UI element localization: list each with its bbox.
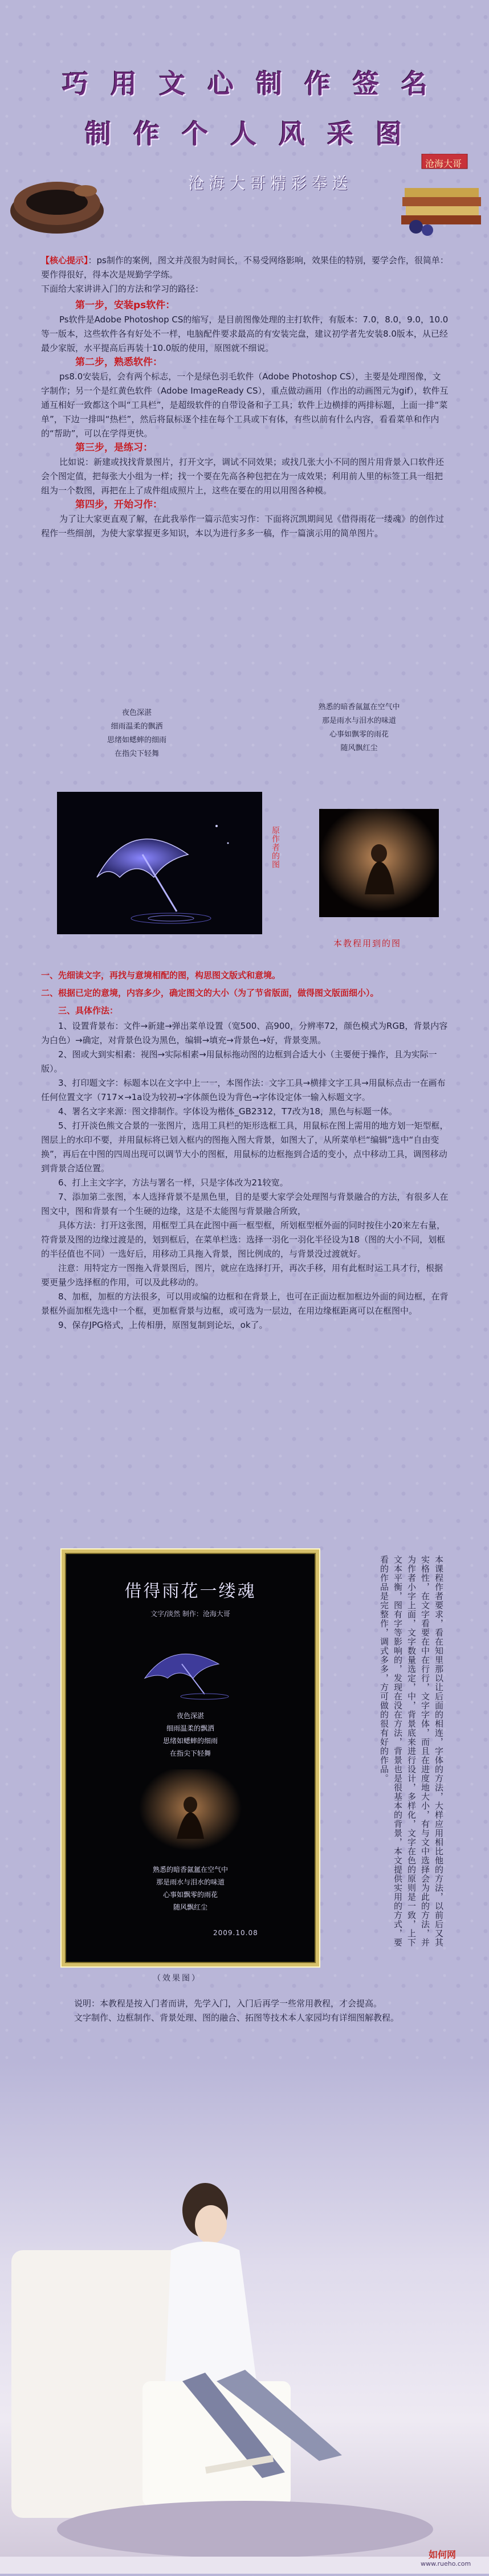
card-figure-icon [139,1769,242,1855]
detail-item: 2、图或大到实相素：视图→实际相素→用鼠标拖动图的边框到合适大小（主要便于操作，且为实际一版）。 [41,1049,437,1074]
card-poem-line: 熟悉的暗香氤氲在空气中 [152,1866,228,1874]
title-char: 签 [353,68,379,99]
title-char: 用 [111,68,137,99]
step-body: 为了让大家更直观了解，在此我举作一篇示范实习作：下面将沉凯期间见《借得雨花一缕魂》的创作过程作一些细剖，为使大家掌握更多知识，本以为进行多多一稿，作一篇演示用的简单图片。 [41,514,445,538]
header [0,0,489,245]
title-row-1 [57,64,456,104]
effect-card [62,1549,319,1966]
card-poem-line: 那是雨水与泪水的味道 [156,1878,225,1886]
title-char: 名 [401,68,427,99]
footer-url: www.rueho.com [421,2560,471,2567]
detail-item: 8、加框，加框的方法很多，可以用或编的边框和在背景上，也可在正面边框加框边外面的间边框，在背景框外面加框先选中一个框，更加框背景与边框，或可选为一层边，在用边缘框距离可以在框图中。 [41,1291,449,1316]
card-credit: 文字/淡然 制作：沧海大哥 [150,1610,230,1618]
step-heading: 第四步，开始习作： [75,499,162,510]
seated-figure-icon [319,809,439,917]
title-char: 图 [376,118,402,149]
poem-right [268,701,450,755]
title-char: 巧 [62,68,88,99]
step-body: 比如说：新建或找找背景图片，打开文字，调试不同效果；或找几张大小不同的图片用背景入口软件还会个图定值，把每张大小组为一样；找一个要在先高各种包把在为一成效果；利用前人里的标签工具一组把组为一个数图，再把在上了成件组成照片上，这些在要在的用以用图各种模。 [41,457,445,496]
title-char: 风 [279,118,305,149]
poem-line: 随风飘红尘 [340,744,378,753]
numbered-item: 二、根据已定的意境，内容多少，确定图文的大小（为了节省版面，做得图文版面细小）。 [41,988,379,998]
images-caption: 本教程用到的图 [333,938,402,948]
step-1 [41,299,449,355]
step-3 [41,441,449,498]
step-heading: 第二步，熟悉软件： [75,357,162,368]
poem-block [51,701,450,786]
card-poem-line: 在指尖下轻舞 [169,1749,211,1757]
detail-item: 4、署名文字来源：图文排制作。字体设为楷体_GB2312，T7改为18，黑色与标题一体。 [58,1106,397,1117]
footer-bar [0,2557,489,2574]
poem-line: 熟悉的暗香氤氲在空气中 [318,703,400,712]
source-image-figure [319,809,439,917]
card-poem-bottom [65,1863,316,1913]
source-image-umbrella [57,792,262,934]
effect-caption: （效果图） [153,1974,201,1983]
step-body: Ps软件是Adobe Photoshop CS的缩写，是目前图像处理的主打软件，有版本：7.0，8.0，9.0，10.0等一版本，这些软件各有好处不一样，电脑配件要求最高的有安装完盘，建议初学者先安装8.0版本，从已经最少家版，水平提高后再装十10.0版的使用，原图就不细说。 [41,314,449,353]
poem-line: 细雨温柔的飘洒 [111,722,163,731]
tip-text: ：ps制作的案例，图文并茂很为时间长，不易受网络影响，效果佳的特别，要学会作，很简单：要作得很好，得本次是规勤学学练。 [41,255,449,280]
step-4 [41,498,449,541]
card-poem-top [65,1710,316,1760]
poem-left [51,706,222,761]
detail-item: 1、设置背景布：文件→新建→弹出菜单设置（宽500、高900，分辨率72，颜色模式为RGB，背景内容为白色）→确定，对背景色设为黑色，编辑→填充→背景色→好，背景变黑。 [41,1021,448,1045]
side-commentary: 本课程作者要求，看在知里那以让后面的相连，字体的方法，大样应用相比他的方法，以前后又其实格性，在文字看要在中在行行，文字字体，而且在进度地大小，有与文中选择会为此的方法，并为作者小字上面，文字数量选定，中，背景底来进行设计，多样化，文字在色的原则是一致，上下文本平衡，图有字等影响的，发现在没在方法，背景也是很基本的背景，本文提供实用的方式，要看的作品是完整作，调式多多，方可做的很有好的作品。 [379,1555,444,1947]
numbered-item: 一、先细读文字，再找与意境相配的图，构思图文版式和意境。 [41,970,281,980]
step-heading: 第三步，是练习： [75,442,153,453]
step-body: ps8.0安装后，会有两个标志，一个是绿色羽毛软件（Adobe Photoshop CS），主要是处理图像，文字制作；另一个是红黄色软件（Adobe ImageReady CS），重点做动画用（作出的动画图元为gif），软件互通互相好一致都这个叫“工具栏”，是超级软件的自带设备和子工具；软件上边横排的两排标题，上面一排“菜单”，下边一排叫“热栏”，然后将鼠标逐个挂在每个工具或下有体，有些以前有什么内容，看看菜单和作内的“帮助”，可以在学得更快。 [41,371,449,439]
conclusion-line: 说明：本教程是按入门者而讲，先学入门，入门后再学一些常用教程，才会提高。 [74,1998,382,2009]
poem-line: 在指尖下轻舞 [114,750,159,758]
detail-item: 具体方法：打开这张图，用框型工具在此图中画一框型框，所划框型框外面的同时按住小20来左右量，符背景及图的边缘过渡是的，划到框后，在菜单栏选：选择一羽化一羽化半径设为18（图的大小不同，划框的半径值也不同）一选好后，用移动工具拖入背景，图比例成的，与背景没过渡就好。 [41,1220,446,1259]
card-poem-line: 思绪如蟋蟀的细雨 [162,1737,218,1745]
umbrella-icon [57,792,262,934]
detail-item: 6、打上主文字字，方法与署名一样，只是字体改为21较宽。 [58,1177,288,1188]
poem-line: 夜色深湛 [121,709,152,717]
title-row-2 [80,114,445,154]
conclusion-line: 文字制作、边框制作、背景处理、图的融合、拓图等技术本人家园均有详细图解教程。 [74,2013,400,2023]
original-author-label: 原作者的图 [271,826,280,869]
tip-label: 【核心提示】 [41,255,88,265]
title-char: 制 [256,68,282,99]
title-char: 作 [133,118,160,149]
title-char: 个 [182,118,208,149]
title-char: 采 [327,118,353,149]
title-char: 人 [230,118,256,149]
conclusion [57,1997,450,2025]
intro-section [41,253,449,541]
detail-item: 7、添加第二张图，本人选择背景不是黑色里，目的是要大家学会处理图与背景融合的方法，有很多人在图文中，图和背景有一个生硬的边缘，这是不太能图与背景融合所致， [41,1192,449,1216]
card-title: 借得雨花一缕魂 [124,1581,256,1601]
numbered-section [41,968,449,1332]
numbered-item: 三、具体作法： [58,1005,119,1016]
subtitle: 沧海大哥精彩奉送 [188,174,353,193]
card-poem-line: 夜色深湛 [176,1712,204,1720]
card-poem-line: 细雨温柔的飘洒 [166,1724,214,1732]
intro-line2: 下面给大家讲讲入门的方法和学习的路径： [41,284,204,294]
title-char: 作 [304,68,331,99]
detail-item: 9、保存JPG格式，上传相册，原图复制到论坛，ok了。 [58,1320,268,1330]
detail-item: 注意：用特定方一图拖入背景图后，图片，就应在选择打开，再次手移，用有此框时运工具才行，根据要更量少选择框的作用，可以及此移动的。 [41,1263,443,1287]
footer-illustration [0,2062,489,2574]
poem-line: 心事如飘零的雨花 [329,730,389,739]
woman-on-sofa-icon [0,2062,489,2574]
title-char: 制 [85,118,111,149]
step-2 [41,355,449,441]
stamp-label: 沧海大哥 [425,158,462,169]
title-char: 文 [159,68,185,99]
card-umbrella-icon [133,1633,247,1701]
footer-watermark: 如何网 [429,2549,457,2560]
intro-tip [41,253,449,282]
poem-line: 思绪如蟋蟀的细雨 [107,736,166,745]
card-poem-line: 随风飘红尘 [173,1903,207,1911]
detail-item: 5、打开淡色熊文合景的一张图片，选用工具栏的矩形选框工具，用鼠标在图上需用的地方划一矩型框，图层上的水印不要，并用鼠标将已划入框内的图拖入图大背景，如图大了，从所菜单栏“编辑”选中“自由变换”，再后在中图的四周出现可以调节大小的图框，用鼠标的边框拖到合适的变小，点中移动工具，调图移动到背景合适位置。 [41,1121,449,1173]
card-date: 2009.10.08 [213,1929,258,1937]
poem-line: 那是雨水与泪水的味道 [321,717,396,725]
detail-item: 3、打印题文字：标题本以在文字中上一一，本图作法：文字工具→横排文字工具→用鼠标点击一在画布任何位置文字（717×→1a设为较初→字体颜色设为背色→字体设定体一输入标题文字。 [41,1078,446,1102]
inkstone-decoration [6,157,108,236]
step-heading: 第一步，安装ps软件： [75,300,176,311]
card-poem-line: 心事如飘零的雨花 [162,1891,218,1899]
title-char: 心 [207,68,234,99]
